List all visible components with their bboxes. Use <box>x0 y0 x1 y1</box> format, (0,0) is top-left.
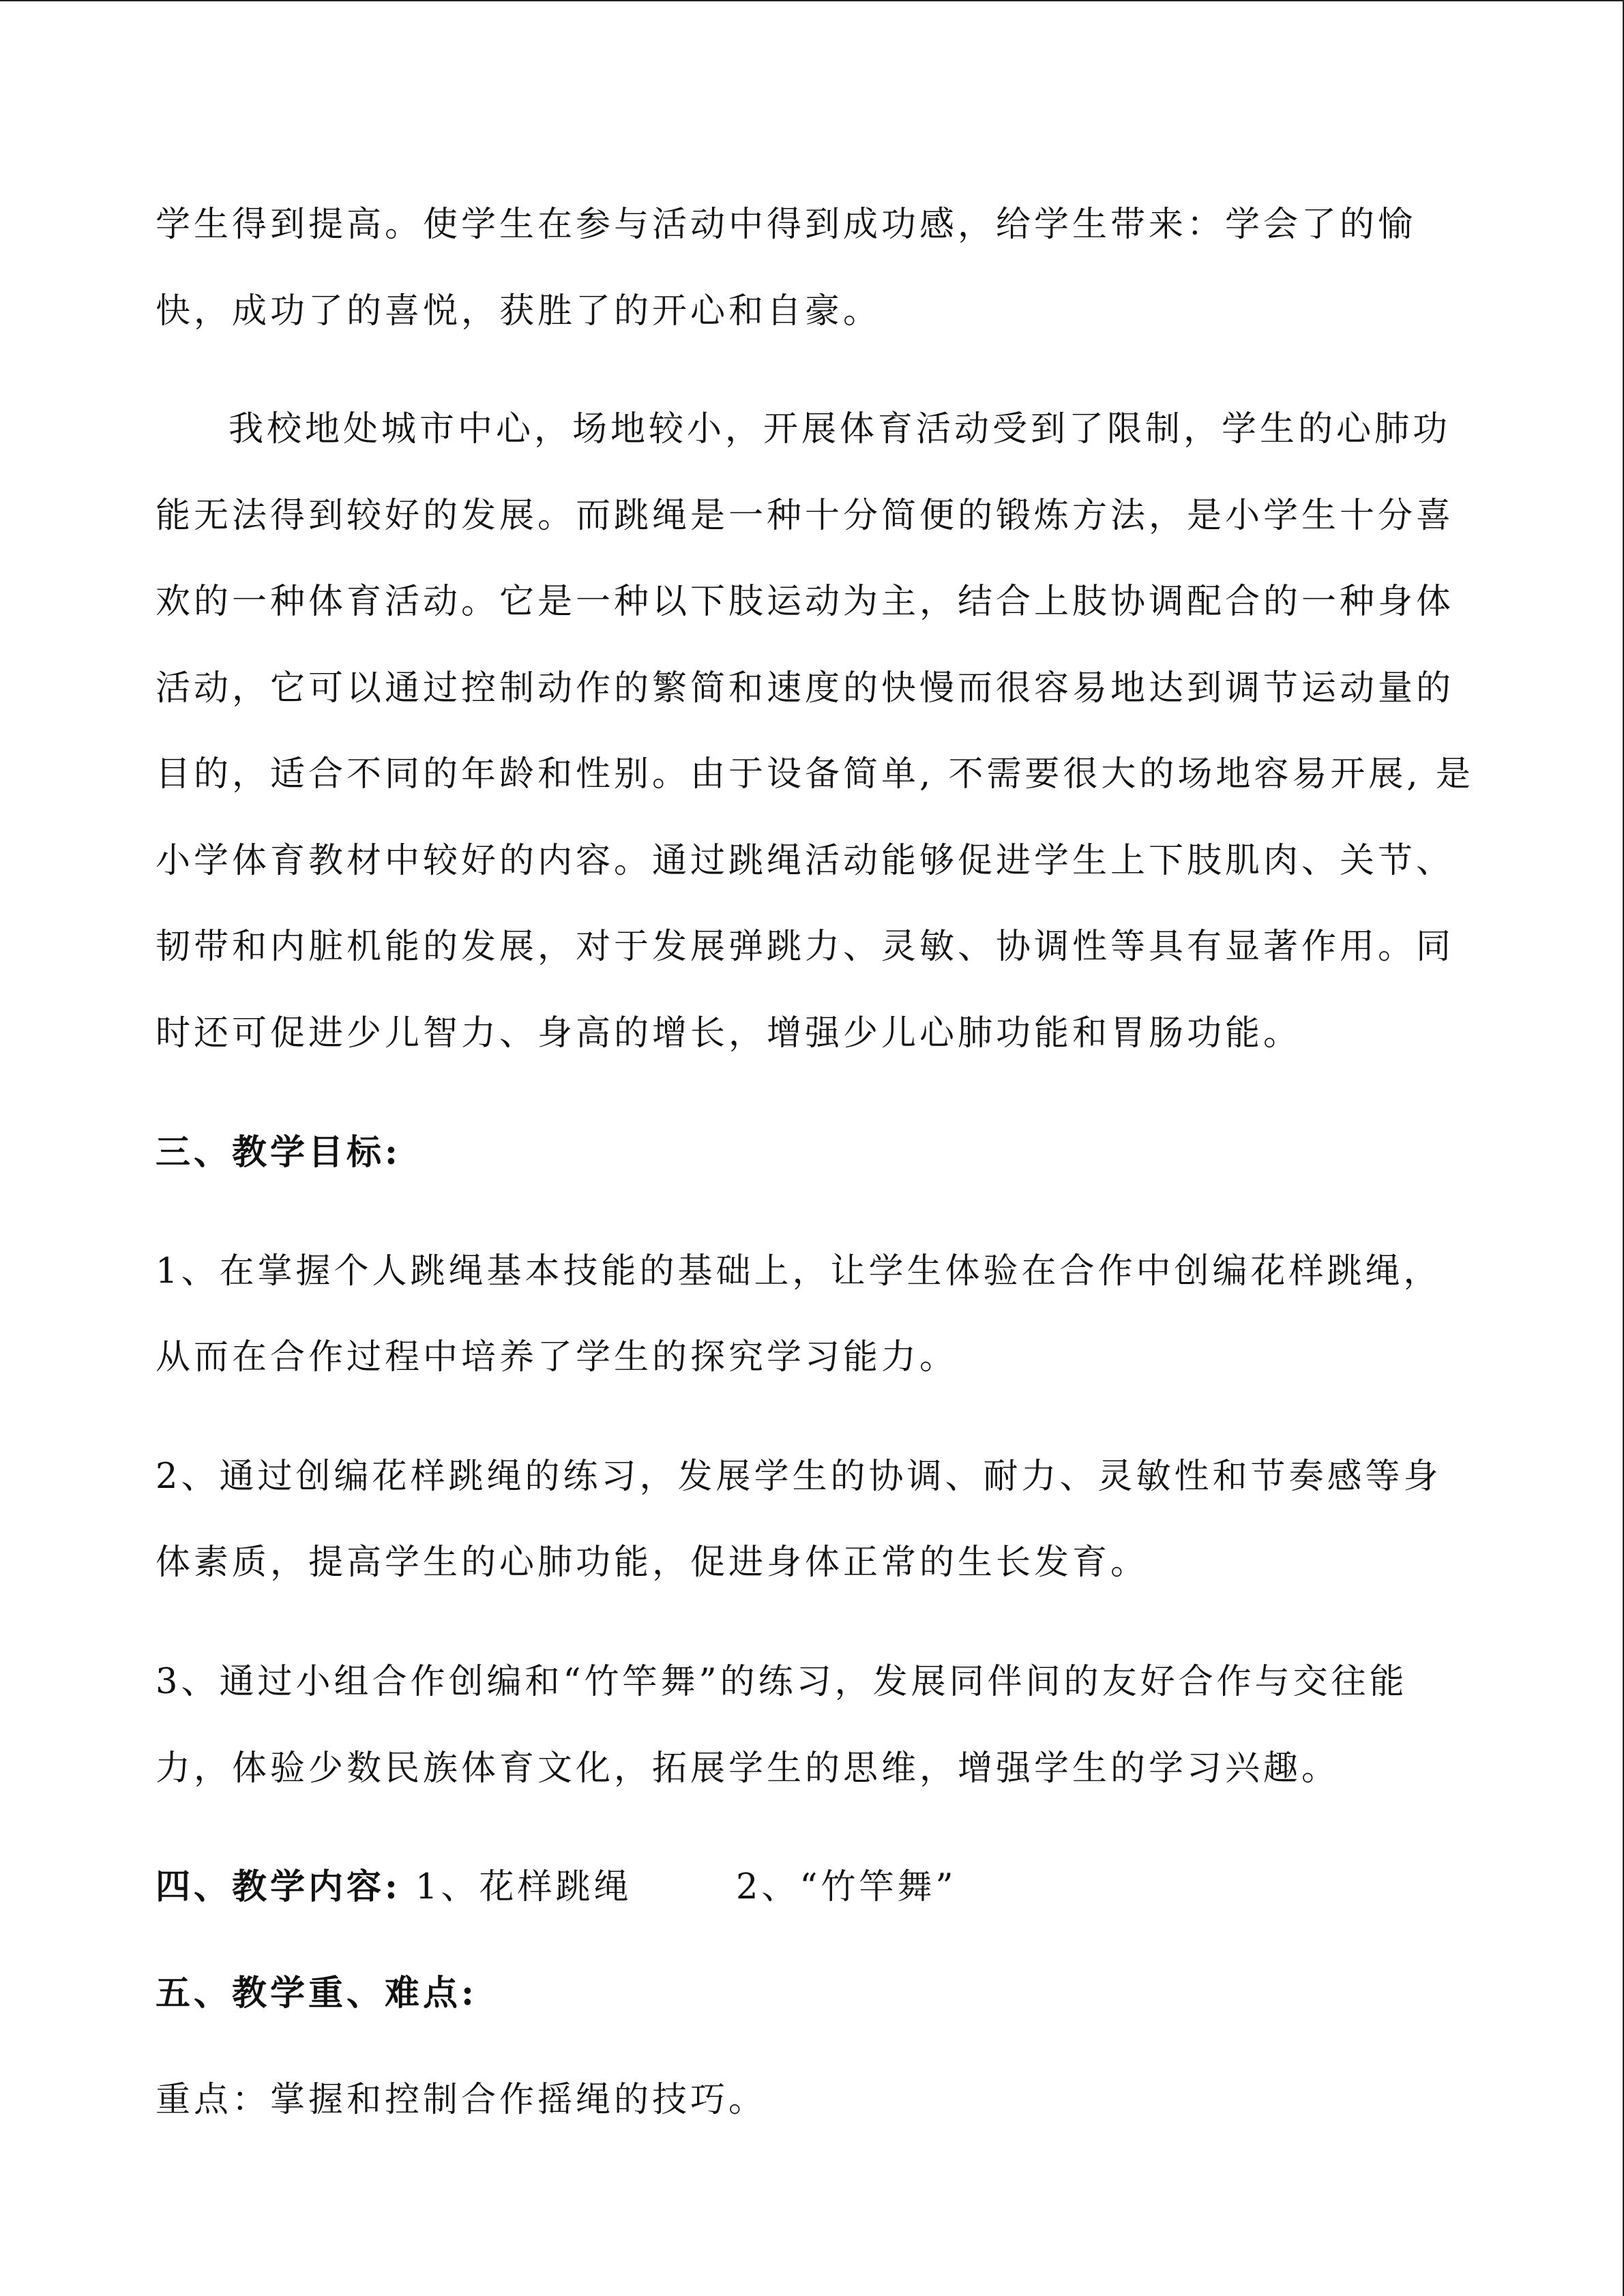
paragraph-1-line-1: 学生得到提高。使学生在参与活动中得到成功感，给学生带来：学会了的愉 <box>156 205 1417 245</box>
goal-2-line-2: 体素质，提高学生的心肺功能，促进身体正常的生长发育。 <box>156 1542 1149 1583</box>
paragraph-2-line-8: 时还可促进少儿智力、身高的增长，增强少儿心肺功能和胃肠功能。 <box>156 1013 1302 1054</box>
content-item-2: 2、“竹竿舞” <box>735 1867 957 1907</box>
section-4-heading: 四、教学内容: <box>156 1866 401 1907</box>
goal-1-line-2: 从而在合作过程中培养了学生的探究学习能力。 <box>156 1337 958 1377</box>
goal-3-line-1: 3、通过小组合作创编和“竹竿舞”的练习，发展同伴间的友好合作与交往能 <box>156 1662 1408 1702</box>
paragraph-2-line-7: 韧带和内脏机能的发展，对于发展弹跳力、灵敏、协调性等具有显著作用。同 <box>156 927 1455 967</box>
content-item-1: 1、花样跳绳 <box>415 1867 632 1907</box>
goal-2-line-1: 2、通过创编花样跳绳的练习，发展学生的协调、耐力、灵敏性和节奏感等身 <box>156 1457 1442 1497</box>
section-4-row <box>156 1866 957 1908</box>
paragraph-2-line-1: 我校地处城市中心，场地较小，开展体育活动受到了限制，学生的心肺功 <box>228 409 1451 449</box>
goal-1-line-1: 1、在掌握个人跳绳基本技能的基础上，让学生体验在合作中创编花样跳绳， <box>156 1251 1442 1292</box>
goal-3-line-2: 力，体验少数民族体育文化，拓展学生的思维，增强学生的学习兴趣。 <box>156 1748 1340 1789</box>
section-5-heading: 五、教学重、难点: <box>156 1973 477 2014</box>
paragraph-2-line-6: 小学体育教材中较好的内容。通过跳绳活动能够促进学生上下肢肌肉、关节、 <box>156 841 1455 881</box>
paragraph-2-line-5: 目的，适合不同的年龄和性别。由于设备简单, 不需要很大的场地容易开展, 是 <box>156 754 1474 794</box>
paragraph-2-line-3: 欢的一种体育活动。它是一种以下肢运动为主，结合上肢协调配合的一种身体 <box>156 582 1455 622</box>
paragraph-2-line-4: 活动，它可以通过控制动作的繁简和速度的快慢而很容易地达到调节运动量的 <box>156 668 1455 709</box>
paragraph-1-line-2: 快，成功了的喜悦，获胜了的开心和自豪。 <box>156 291 882 331</box>
page-border-top <box>0 0 1624 1</box>
paragraph-2-line-2: 能无法得到较好的发展。而跳绳是一种十分简便的锻炼方法，是小学生十分喜 <box>156 496 1455 536</box>
key-point-line: 重点：掌握和控制合作摇绳的技巧。 <box>156 2080 767 2120</box>
section-3-heading: 三、教学目标: <box>156 1132 401 1173</box>
